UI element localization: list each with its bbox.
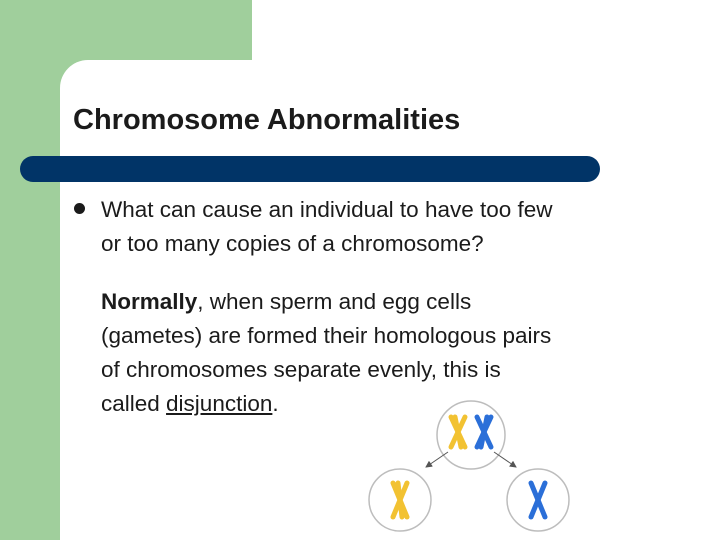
paragraph-text-4b: . [272, 391, 279, 416]
cell-daughter-right-icon [507, 469, 569, 531]
paragraph-line-2: (gametes) are formed their homologous pairs [101, 323, 552, 348]
cell-daughter-left-icon [369, 469, 431, 531]
cell-parent-icon [437, 401, 505, 469]
title-underline-bar [20, 156, 600, 182]
disjunction-term: disjunction [166, 391, 273, 416]
paragraph-line-3: of chromosomes separate evenly, this is [101, 357, 501, 382]
disjunction-diagram [360, 395, 580, 535]
bold-lead: Normally [101, 289, 198, 314]
bullet-question [101, 193, 681, 261]
question-line-1: What can cause an individual to have too few [101, 197, 553, 222]
paragraph-text-4a: called [101, 391, 167, 416]
arrow-right-icon [494, 452, 516, 467]
paragraph-text-1: , when sperm and egg cells [197, 289, 472, 314]
slide-title: Chromosome Abnormalities [73, 104, 461, 136]
question-line-2: or too many copies of a chromosome? [101, 231, 484, 256]
bullet-icon [74, 203, 85, 214]
arrow-left-icon [426, 452, 448, 467]
